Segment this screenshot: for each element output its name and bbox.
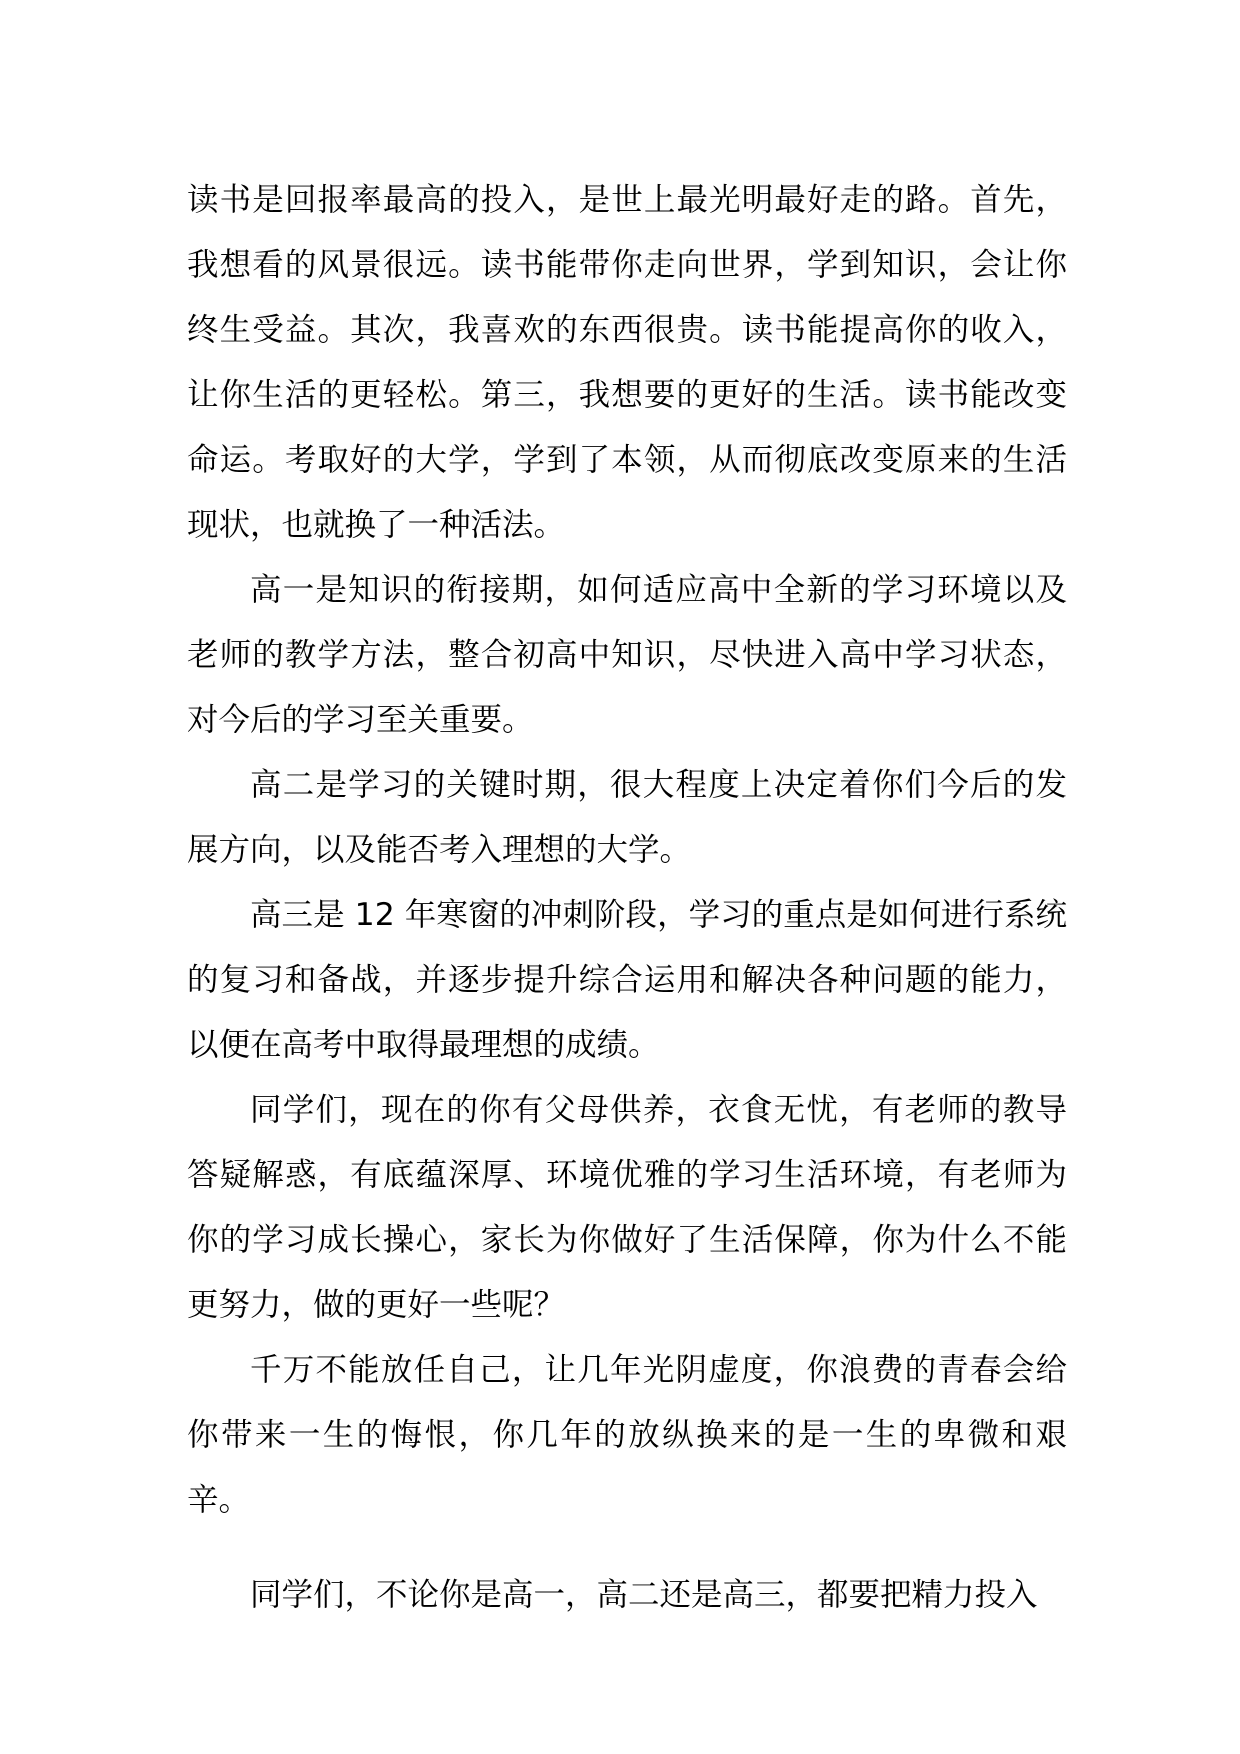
paragraph-warning: 千万不能放任自己，让几年光阴虚度，你浪费的青春会给你带来一生的悔恨，你几年的放纵换来的是一生的卑微和艰辛。 bbox=[187, 1352, 1067, 1518]
paragraph-grade-one: 高一是知识的衔接期，如何适应高中全新的学习环境以及老师的教学方法，整合初高中知识，尽快进入高中学习状态，对今后的学习至关重要。 bbox=[187, 572, 1067, 738]
paragraph-grade-three: 高三是 12 年寒窗的冲刺阶段，学习的重点是如何进行系统的复习和备战，并逐步提升综合运用和解决各种问题的能力，以便在高考中取得最理想的成绩。 bbox=[187, 897, 1067, 1063]
paragraph-grade-two: 高二是学习的关键时期，很大程度上决定着你们今后的发展方向，以及能否考入理想的大学。 bbox=[187, 767, 1067, 868]
body-text bbox=[187, 168, 1067, 1628]
paragraph-reading-value: 读书是回报率最高的投入，是世上最光明最好走的路。首先，我想看的风景很远。读书能带你走向世界，学到知识，会让你终生受益。其次，我喜欢的东西很贵。读书能提高你的收入，让你生活的更轻松。第三，我想要的更好的生活。读书能改变命运。考取好的大学，学到了本领，从而彻底改变原来的生活现状，也就换了一种活法。 bbox=[187, 182, 1067, 543]
paragraph-closing: 同学们，不论你是高一，高二还是高三，都要把精力投入 bbox=[250, 1577, 1038, 1613]
paragraph-support: 同学们，现在的你有父母供养，衣食无忧，有老师的教导答疑解惑，有底蕴深厚、环境优雅的学习生活环境，有老师为你的学习成长操心，家长为你做好了生活保障，你为什么不能更努力，做的更好一些呢？ bbox=[187, 1092, 1067, 1323]
